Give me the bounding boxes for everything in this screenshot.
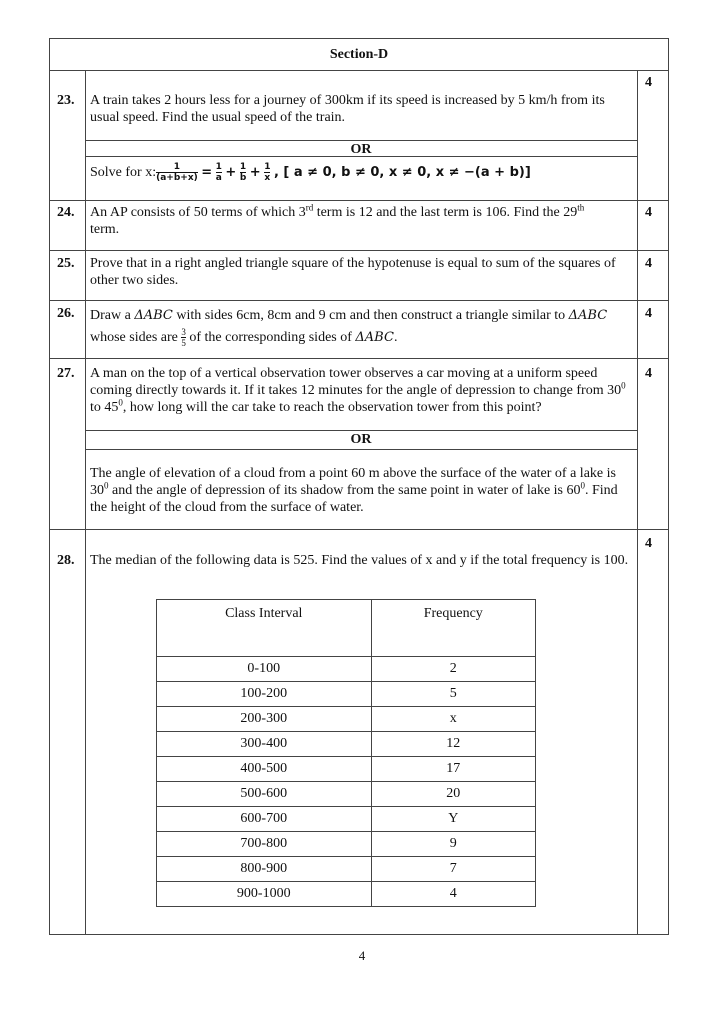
divider [49, 70, 669, 71]
marks: 4 [645, 536, 652, 551]
plus-sign: + [249, 165, 261, 180]
divider [49, 529, 669, 530]
frequency-cell: 20 [371, 782, 535, 807]
question-number: 24. [57, 205, 75, 220]
question-text: The median of the following data is 525. Find the values of x and y if the total frequency is 100. [90, 553, 629, 568]
fraction: $\frac{1}{b}$ [239, 162, 247, 184]
class-interval-cell: 800-900 [157, 857, 372, 882]
marks: 4 [645, 306, 652, 321]
question-text: Prove that in a right angled triangle square of the hypotenuse is equal to sum of the squares of other two sides. [90, 256, 616, 288]
equals-sign: = [201, 165, 213, 180]
or-label: OR [350, 142, 372, 157]
frequency-table [156, 599, 536, 907]
conditions: , [ a ≠ 0, b ≠ 0, x ≠ 0, x ≠ −(a + b)] [273, 165, 531, 180]
divider [85, 449, 637, 450]
column-divider [85, 70, 86, 935]
class-interval-cell: 900-1000 [157, 882, 372, 907]
class-interval-cell: 500-600 [157, 782, 372, 807]
table-row [157, 732, 536, 757]
marks: 4 [645, 75, 652, 90]
table-row [157, 707, 536, 732]
frequency-cell: 7 [371, 857, 535, 882]
question-number: 23. [57, 93, 75, 108]
question-alternative [90, 161, 635, 185]
fraction: $\frac{3}{5}$ [181, 327, 186, 349]
frequency-cell: 17 [371, 757, 535, 782]
header-frequency: Frequency [371, 600, 535, 657]
frequency-cell: Y [371, 807, 535, 832]
plus-sign: + [225, 165, 237, 180]
question-number: 25. [57, 256, 75, 271]
frequency-cell: 12 [371, 732, 535, 757]
class-interval-cell: 700-800 [157, 832, 372, 857]
question-alternative: The angle of elevation of a cloud from a point 60 m above the surface of the water of a lake is $30^0$ and the angle of depression of its shadow from the same point in water of lake is $60^0$. Find the height of the cloud from the surface of water. [90, 466, 618, 515]
question-text: An AP consists of 50 terms of which 3rd term is 12 and the last term is 106. Find the 29th term. [90, 202, 585, 237]
question-number: 27. [57, 366, 75, 381]
column-divider [637, 70, 638, 935]
class-interval-cell: 200-300 [157, 707, 372, 732]
marks: 4 [645, 205, 652, 220]
frequency-cell: x [371, 707, 535, 732]
frequency-cell: 9 [371, 832, 535, 857]
table-row [157, 757, 536, 782]
table-row [157, 682, 536, 707]
marks: 4 [645, 256, 652, 271]
or-label: OR [350, 432, 372, 447]
divider [49, 200, 669, 201]
table-row [157, 857, 536, 882]
fraction: $\frac{1}{(a+b+x)}$ [156, 162, 198, 184]
frequency-cell: 4 [371, 882, 535, 907]
marks: 4 [645, 366, 652, 381]
divider [49, 250, 669, 251]
section-title: Section-D [329, 47, 389, 62]
question-text: A train takes 2 hours less for a journey of 300km if its speed is increased by 5 km/h from its usual speed. Find the usual speed of the train. [90, 93, 605, 125]
table-row [157, 882, 536, 907]
class-interval-cell: 300-400 [157, 732, 372, 757]
frequency-cell: 5 [371, 682, 535, 707]
fraction: $\frac{1}{a}$ [215, 162, 222, 184]
divider [49, 300, 669, 301]
frequency-cell: 2 [371, 657, 535, 682]
question-number: 28. [57, 553, 75, 568]
question-text: A man on the top of a vertical observation tower observes a car moving at a uniform speed coming directly towards it. If it takes 12 minutes for the angle of depression to change from $30^0$ to $45^0$, how long will the car take to reach the observation tower from this point? [90, 366, 626, 415]
table-row [157, 807, 536, 832]
table-row [157, 832, 536, 857]
table-row [157, 782, 536, 807]
question-text: Draw a ΔABC with sides 6cm, 8cm and 9 cm and then construct a triangle similar to ΔABC whose sides are $\frac{3}{5}$ of the corresponding sides of ΔABC. [90, 308, 608, 349]
table-header-row [157, 600, 536, 657]
class-interval-cell: 400-500 [157, 757, 372, 782]
divider [49, 358, 669, 359]
class-interval-cell: 0-100 [157, 657, 372, 682]
fraction: $\frac{1}{x}$ [264, 162, 271, 184]
question-number: 26. [57, 306, 75, 321]
page-number: 4 [358, 948, 366, 963]
class-interval-cell: 600-700 [157, 807, 372, 832]
header-class-interval: Class Interval [157, 600, 372, 657]
table-row [157, 657, 536, 682]
class-interval-cell: 100-200 [157, 682, 372, 707]
solve-prefix: Solve for x: [90, 165, 157, 180]
